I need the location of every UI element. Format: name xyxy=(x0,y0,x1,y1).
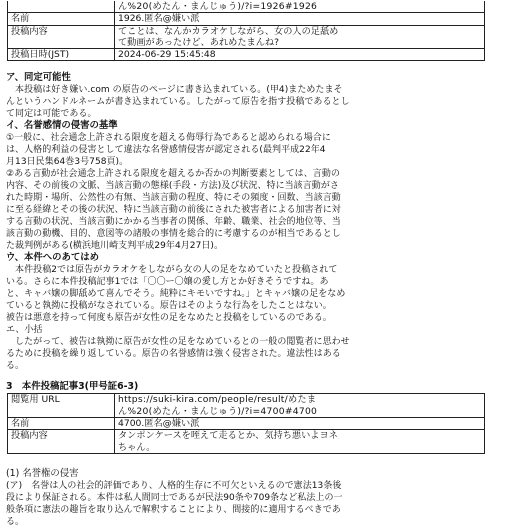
table-row xyxy=(8,418,485,430)
name-label: 名前 xyxy=(8,418,115,430)
section-a-heading: ア、同定可能性 xyxy=(6,72,71,84)
paragraph-line: は、人格的利益の侵害として違法な名誉感情侵害が認定される(最判平成22年4 xyxy=(6,145,326,156)
paragraph-line: 内容、その前後の文脈、当該言動の態様(手段・方法)及び状況、特に当該言動がさ xyxy=(6,181,339,192)
table-row xyxy=(8,394,485,418)
section-a-body xyxy=(6,84,518,120)
section-u-heading: ウ、本件へのあてはめ xyxy=(6,252,99,264)
paragraph-line: エ、小括 xyxy=(6,325,43,336)
name-value: 4700.匿名@嫌い派 xyxy=(115,418,485,430)
table-row xyxy=(8,1,485,13)
spacer xyxy=(6,454,518,468)
table-row xyxy=(8,49,485,61)
section-4-body xyxy=(6,480,518,528)
paragraph-line: ていると執拗に投稿がなされている。原告はそのような行為をしたことはない。 xyxy=(6,301,332,312)
paragraph-line: ②ある言動が社会通念上許される限度を超えるか否かの判断要素としては、言動の xyxy=(6,169,340,180)
paragraph-line: 段により保証される。本件は私人間同士であるが民法90条や709条など私法上の一 xyxy=(6,492,343,503)
paragraph-line: るために投稿を繰り返している。原告の名誉感情は強く侵害された。違法性はある xyxy=(6,349,341,360)
name-value: 1926.匿名@嫌い派 xyxy=(115,13,485,25)
table-row xyxy=(8,430,485,454)
paragraph-line: て同定は可能である。 xyxy=(6,109,97,120)
url-continuation: ん%20(めたん・まんじゅう)/?i=1926#1926 xyxy=(118,1,318,12)
paragraph-line: た裁判例がある(横浜地川崎支判平成29年4月27日)。 xyxy=(6,241,224,252)
name-label: 名前 xyxy=(8,13,115,25)
paragraph-line: ①一般に、社会通念上許される限度を超える侮辱行為であると認められる場合に xyxy=(6,133,331,144)
paragraph-line: 般条項に憲法の趣旨を取り込んで解釈することにより、間接的に適用するべきであ xyxy=(6,504,341,515)
post-value xyxy=(115,430,485,454)
section-u-body xyxy=(6,264,518,372)
url-cell xyxy=(115,1,485,13)
paragraph-line: する言動の状況、当該言動にかかる当事者の関係、年齢、職業、社会的地位等、当 xyxy=(6,217,341,228)
date-value: 2024-06-29 15:45:48 xyxy=(115,49,485,61)
url-label: 閲覧用 URL xyxy=(8,394,115,418)
post-table-3 xyxy=(7,393,485,453)
paragraph-line: んというハンドルネームが書き込まれている。したがって原告を指す投稿であるとし xyxy=(6,97,350,108)
url-line-2: ん%20(めたん・まんじゅう)/?i=4700#4700 xyxy=(118,405,318,417)
post-table-1 xyxy=(7,1,485,61)
spacer xyxy=(6,61,518,72)
table-row xyxy=(8,25,485,49)
url-line-1: https://suki-kira.com/people/result/めたま xyxy=(118,394,317,406)
paragraph-line: 被告は悪意を持って何度も原告が女性の足をなめたと投稿をしているのである。 xyxy=(6,313,332,324)
post-line-2: ちゃん。 xyxy=(118,441,156,453)
section-4-heading: (1) 名誉権の侵害 xyxy=(6,467,79,479)
post-label: 投稿内容 xyxy=(8,430,115,454)
url-label-cell xyxy=(8,1,115,13)
document-page xyxy=(6,0,518,528)
section-i-heading: イ、名誉感情の侵害の基準 xyxy=(6,120,118,132)
section-i-body xyxy=(6,132,518,252)
section-3-heading: 3 本件投稿記事3(甲号証6-3) xyxy=(6,381,139,393)
post-value xyxy=(115,25,485,49)
url-value xyxy=(115,394,485,418)
paragraph-line: (ア) 名誉は人の社会的評価であり、人格的生存に不可欠といえるので憲法13条後 xyxy=(6,480,342,491)
paragraph-line: る。 xyxy=(6,361,25,372)
paragraph-line: したがって、被告は執拗に原告が女性の足をなめているとの一般の閲覧者に思わせ xyxy=(6,337,350,348)
table-row xyxy=(8,13,485,25)
post-line-1: タンポンケースを咥えて走るとか、気持ち悪いよヨネ xyxy=(118,430,338,442)
paragraph-line: れた時期・場所、公然性の有無、当該言動の程度、特にその頻度・回数、当該言動 xyxy=(6,193,341,204)
paragraph-line: る。 xyxy=(6,516,25,527)
post-label: 投稿内容 xyxy=(8,25,115,49)
post-line-1: てことは、なんかカラオケしながら、女の人の足舐め xyxy=(118,25,339,37)
paragraph-line: 本件投稿2では原告がカラオケをしながら女の人の足をなめていたと投稿されて xyxy=(6,265,338,276)
paragraph-line: 該言動の動機、目的、意図等の諸般の事情を総合的に考慮するのが相当であるとし xyxy=(6,229,341,240)
paragraph-line: に至る経緯とその後の状況、特に当該言動の前後にされた被害者による加害者に対 xyxy=(6,205,341,216)
date-label: 投稿日時(JST) xyxy=(8,49,115,61)
post-line-2: て動画があったけど、あれめたまんね? xyxy=(118,36,279,48)
paragraph-line: いる。さらに本件投稿記事1では「〇〇ー〇嬢の愛し方とか好きそうですね。あ xyxy=(6,277,329,288)
paragraph-line: 月13日民集64巻3号758頁)。 xyxy=(6,157,129,168)
paragraph-line: 本投稿は好き嫌い.com の原告のページに書き込まれている。(甲4)まためたまそ xyxy=(6,85,343,96)
paragraph-line: と、キャバ嬢の脚舐めて喜んでそう。純粋にキモいですね。」とキャバ嬢の足をなめ xyxy=(6,289,346,300)
